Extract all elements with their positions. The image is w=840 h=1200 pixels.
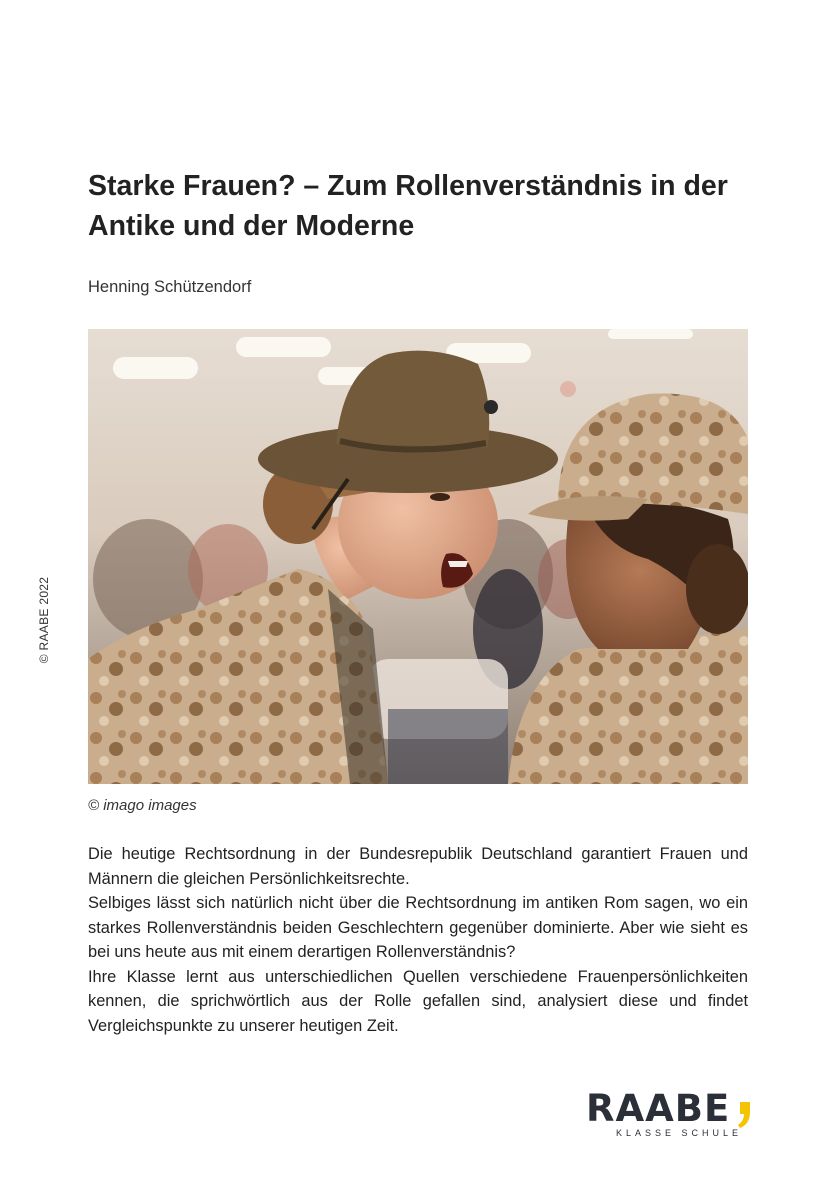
logo-wordmark: RAABE — [586, 1087, 731, 1130]
photo-credit: © imago images — [88, 797, 197, 814]
cover-photo — [88, 329, 748, 784]
page-title: Starke Frauen? – Zum Rollenverständnis in der Antike und der Moderne — [88, 170, 728, 242]
logo-subline: KLASSE SCHULE — [616, 1128, 743, 1138]
intro-paragraph: Ihre Klasse lernt aus unterschiedlichen Quellen verschiedene Frauenpersönlichkeiten kennen, die sprichwörtlich aus der Rolle gefallen sind, analysiert diese und findet Vergleichspunkte zu unserer heutigen Zeit. — [88, 967, 748, 1035]
author-name: Henning Schützendorf — [88, 278, 252, 296]
side-copyright: © RAABE 2022 — [37, 576, 51, 664]
raabe-logo — [586, 1088, 756, 1144]
intro-paragraph: Selbiges lässt sich natürlich nicht über die Rechtsordnung im antiken Rom sagen, wo ein starkes Rollenverständnis beiden Geschlechtern gegenüber dominierte. Aber wie sieht es bei uns heute aus mit einem derartigen Rollenverständnis? — [88, 894, 748, 961]
logo-comma-icon — [738, 1102, 750, 1128]
intro-text — [88, 842, 748, 1038]
intro-paragraph: Die heutige Rechtsordnung in der Bundesrepublik Deutschland garantiert Frauen und Männern die gleichen Persönlichkeitsrechte. — [88, 845, 748, 888]
